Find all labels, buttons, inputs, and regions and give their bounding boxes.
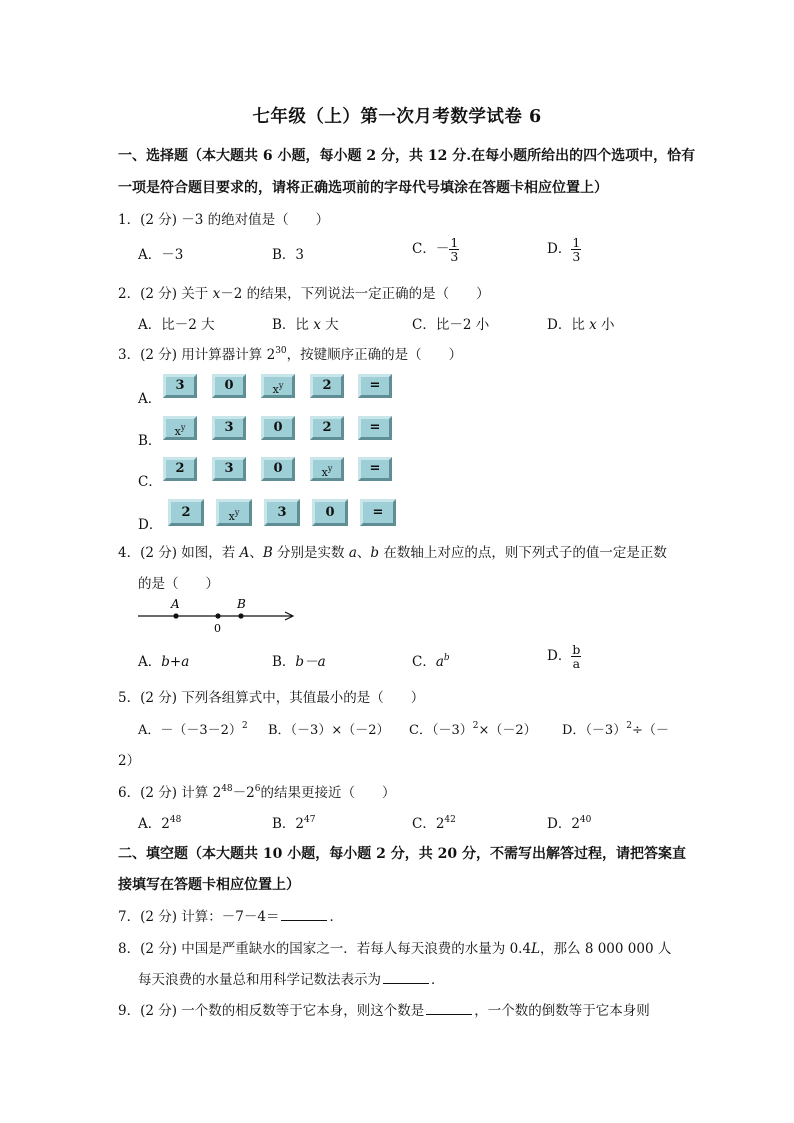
q8-stem-text: 每天浪费的水量总和用科学记数法表示为 — [138, 972, 381, 988]
q1-option-d-label: D． — [547, 241, 572, 258]
q5-option-a — [138, 719, 248, 738]
q5-option-c-text: ×（－2） — [478, 723, 537, 738]
q8-unit: L — [531, 941, 541, 957]
q5-option-d-text: D．（－3） — [562, 723, 627, 738]
q2-variable: x — [212, 286, 221, 302]
q4-stem-text: 、 — [356, 545, 371, 561]
q9-stem — [118, 999, 650, 1019]
q8-answer-blank[interactable] — [383, 973, 429, 984]
q1-option-c-fraction — [449, 236, 459, 263]
q3-option-d-label: D． — [138, 517, 163, 533]
q1-stem: 1．(2 分) －3 的绝对值是（ ） — [118, 212, 330, 228]
q2-option-c: C．比－2 小 — [412, 317, 490, 333]
q8-stem-line2 — [138, 968, 445, 988]
q4-option-c-exp: b — [443, 653, 450, 663]
key-3: 3 — [212, 457, 246, 481]
q5-option-d-exp: 2 — [626, 721, 632, 731]
q4-stem-text: 4．(2 分) 如图，若 — [118, 545, 240, 561]
q5-option-a-exp: 2 — [241, 721, 248, 731]
section2-heading-line2: 接填写在答题卡相应位置上） — [118, 877, 300, 893]
section1-heading-line1: 一、选择题（本大题共 6 小题，每小题 2 分，共 12 分.在每小题所给出的四个选项中，恰有 — [118, 148, 696, 164]
point-b-dot — [238, 613, 243, 618]
key-2: 2 — [310, 416, 344, 440]
q4-var-b: b — [370, 545, 380, 561]
q4-option-c-label: C． — [412, 654, 436, 670]
q2-stem-text: －2 的结果，下列说法一定正确的是（ ） — [220, 286, 490, 302]
q4-option-b — [272, 650, 326, 670]
key-equals: = — [360, 499, 396, 526]
key-2: 2 — [168, 499, 204, 526]
key-power — [310, 457, 344, 481]
number-line-diagram — [134, 594, 304, 638]
key-0: 0 — [212, 374, 246, 398]
q2-option-b-text: 大 — [320, 317, 339, 333]
q2-option-b-text: B．比 — [272, 317, 314, 333]
key-3: 3 — [212, 416, 246, 440]
point-b-label: B — [237, 597, 246, 611]
q3-stem — [118, 343, 462, 363]
key-power-base: x — [321, 466, 328, 479]
key-power-exp: y — [180, 423, 186, 432]
q4-stem-text: 分别是实数 — [272, 545, 349, 561]
q7-stem-text: ． — [329, 909, 343, 925]
q5-option-c-text: C．（－3） — [409, 723, 473, 738]
q6-exp: 48 — [221, 784, 233, 794]
q6-option-a-text: A．2 — [138, 816, 170, 832]
q6-option-d-text: D．2 — [547, 816, 580, 832]
key-3: 3 — [264, 499, 300, 526]
q2-option-d — [547, 313, 615, 333]
q1-option-c — [412, 236, 459, 263]
q5-option-c-exp: 2 — [472, 721, 479, 731]
origin-label: 0 — [214, 622, 221, 635]
q4-stem-text: 在数轴上对应的点，则下列式子的值一定是正数 — [379, 545, 667, 561]
q3-option-b-label: B． — [138, 433, 162, 449]
q5-option-a-text: A．－（－3－2） — [138, 723, 242, 738]
q4-option-b-expr: b－a — [295, 654, 326, 670]
q3-stem-text: ，按键顺序正确的是（ ） — [286, 347, 463, 363]
key-power-base: x — [272, 383, 279, 396]
q6-option-b-text: B．2 — [272, 816, 305, 832]
q3-option-c-label: C． — [138, 474, 162, 490]
q4-option-c — [412, 650, 450, 670]
key-2: 2 — [310, 374, 344, 398]
key-power-exp: y — [234, 508, 240, 517]
q6-option-b-exp: 47 — [304, 815, 316, 825]
fraction-numerator: 1 — [450, 235, 459, 250]
q5-option-b: B．（－3）×（－2） — [268, 723, 390, 738]
q8-stem-text: 8．(2 分) 中国是严重缺水的国家之一．若每人每天浪费的水量为 0.4 — [118, 941, 532, 957]
key-power — [163, 416, 197, 440]
q2-option-b — [272, 313, 339, 333]
q6-option-a — [138, 812, 181, 832]
q6-stem — [118, 781, 395, 801]
key-power — [216, 499, 252, 526]
q6-option-a-exp: 48 — [169, 815, 182, 825]
fraction-numerator: 1 — [572, 235, 581, 250]
key-equals: = — [358, 416, 392, 440]
q4-option-d-label: D． — [547, 648, 572, 665]
key-power-base: x — [174, 425, 181, 438]
q7-answer-blank[interactable] — [281, 910, 327, 921]
fraction-denominator: 3 — [572, 249, 581, 265]
q5-option-c — [409, 719, 537, 738]
key-3: 3 — [163, 374, 197, 398]
section2-heading-line1: 二、填空题（本大题共 10 小题，每小题 2 分，共 20 分，不需写出解答过程，请把答案直 — [118, 846, 686, 862]
q4-option-a-expr: b+a — [161, 654, 190, 670]
q8-stem-text: ． — [431, 972, 445, 988]
point-a-dot — [173, 613, 178, 618]
q2-variable: x — [313, 317, 321, 333]
q6-stem-text: 的结果更接近（ ） — [260, 785, 396, 801]
q4-point-a-ref: A — [239, 545, 250, 561]
q9-answer-blank[interactable] — [426, 1004, 472, 1015]
q6-option-c-exp: 42 — [444, 815, 456, 825]
q2-option-d-text: D．比 — [547, 317, 590, 333]
q6-option-d — [547, 812, 591, 832]
fraction-denominator: a — [572, 656, 581, 672]
key-equals: = — [358, 374, 392, 398]
q8-stem-line1 — [118, 937, 671, 957]
q4-stem-line1 — [118, 541, 667, 561]
q6-option-c — [412, 812, 456, 832]
key-0: 0 — [312, 499, 348, 526]
q3-option-a-label: A． — [138, 391, 162, 407]
q5-stem: 5．(2 分) 下列各组算式中，其值最小的是（ ） — [118, 690, 425, 706]
q9-stem-text: ，一个数的倒数等于它本身则 — [474, 1003, 650, 1019]
q4-option-c-base: a — [435, 654, 444, 670]
q1-option-d — [547, 236, 581, 263]
q2-stem — [118, 282, 490, 302]
q2-variable: x — [589, 317, 597, 333]
q1-option-b: B．3 — [272, 247, 305, 263]
q4-stem-line2: 的是（ ） — [138, 576, 219, 592]
q8-stem-text: ，那么 8 000 000 人 — [540, 941, 672, 957]
q6-option-c-text: C．2 — [412, 816, 445, 832]
q6-stem-text: －2 — [232, 785, 255, 801]
q3-stem-text: 3．(2 分) 用计算器计算 2 — [118, 347, 276, 363]
q1-option-d-fraction — [571, 236, 581, 263]
q5-option-d — [562, 719, 669, 738]
q2-stem-text: 2．(2 分) 关于 — [118, 286, 213, 302]
key-0: 0 — [261, 457, 295, 481]
q4-option-b-label: B． — [272, 654, 296, 670]
q2-option-a: A．比－2 大 — [138, 317, 215, 333]
q3-exponent: 30 — [275, 346, 287, 356]
point-a-label: A — [171, 597, 180, 611]
q6-option-d-exp: 40 — [579, 815, 592, 825]
q4-var-a: a — [348, 545, 357, 561]
key-0: 0 — [261, 416, 295, 440]
q6-option-b — [272, 812, 315, 832]
q2-option-d-text: 小 — [596, 317, 615, 333]
fraction-numerator: b — [572, 642, 581, 657]
q7-stem — [118, 905, 343, 925]
q1-option-a: A．－3 — [138, 247, 184, 263]
key-power-exp: y — [278, 381, 284, 390]
origin-dot — [215, 613, 220, 618]
q6-stem-text: 6．(2 分) 计算 2 — [118, 785, 222, 801]
key-power-base: x — [228, 510, 235, 523]
q1-option-c-label: C．－ — [412, 241, 450, 258]
q4-stem-text: 、 — [249, 545, 263, 561]
q6-exp: 6 — [254, 784, 261, 794]
page-title: 七年级（上）第一次月考数学试卷 6 — [252, 107, 542, 127]
key-2: 2 — [163, 457, 197, 481]
section1-heading-line2: 一项是符合题目要求的，请将正确选项前的字母代号填涂在答题卡相应位置上） — [118, 180, 608, 196]
key-equals: = — [358, 457, 392, 481]
q4-option-a — [138, 650, 189, 670]
q4-option-a-label: A． — [138, 654, 162, 670]
q4-point-b-ref: B — [262, 545, 273, 561]
q5-option-d-wrap: 2） — [118, 753, 141, 769]
key-power — [261, 374, 295, 398]
q5-option-d-text: ÷（－ — [631, 723, 669, 738]
key-power-exp: y — [327, 464, 333, 473]
fraction-denominator: 3 — [450, 249, 459, 265]
q4-option-d-fraction — [571, 643, 581, 670]
q9-stem-text: 9．(2 分) 一个数的相反数等于它本身，则这个数是 — [118, 1003, 425, 1019]
q4-option-d — [547, 643, 581, 670]
q7-stem-text: 7．(2 分) 计算：－7－4＝ — [118, 909, 280, 925]
